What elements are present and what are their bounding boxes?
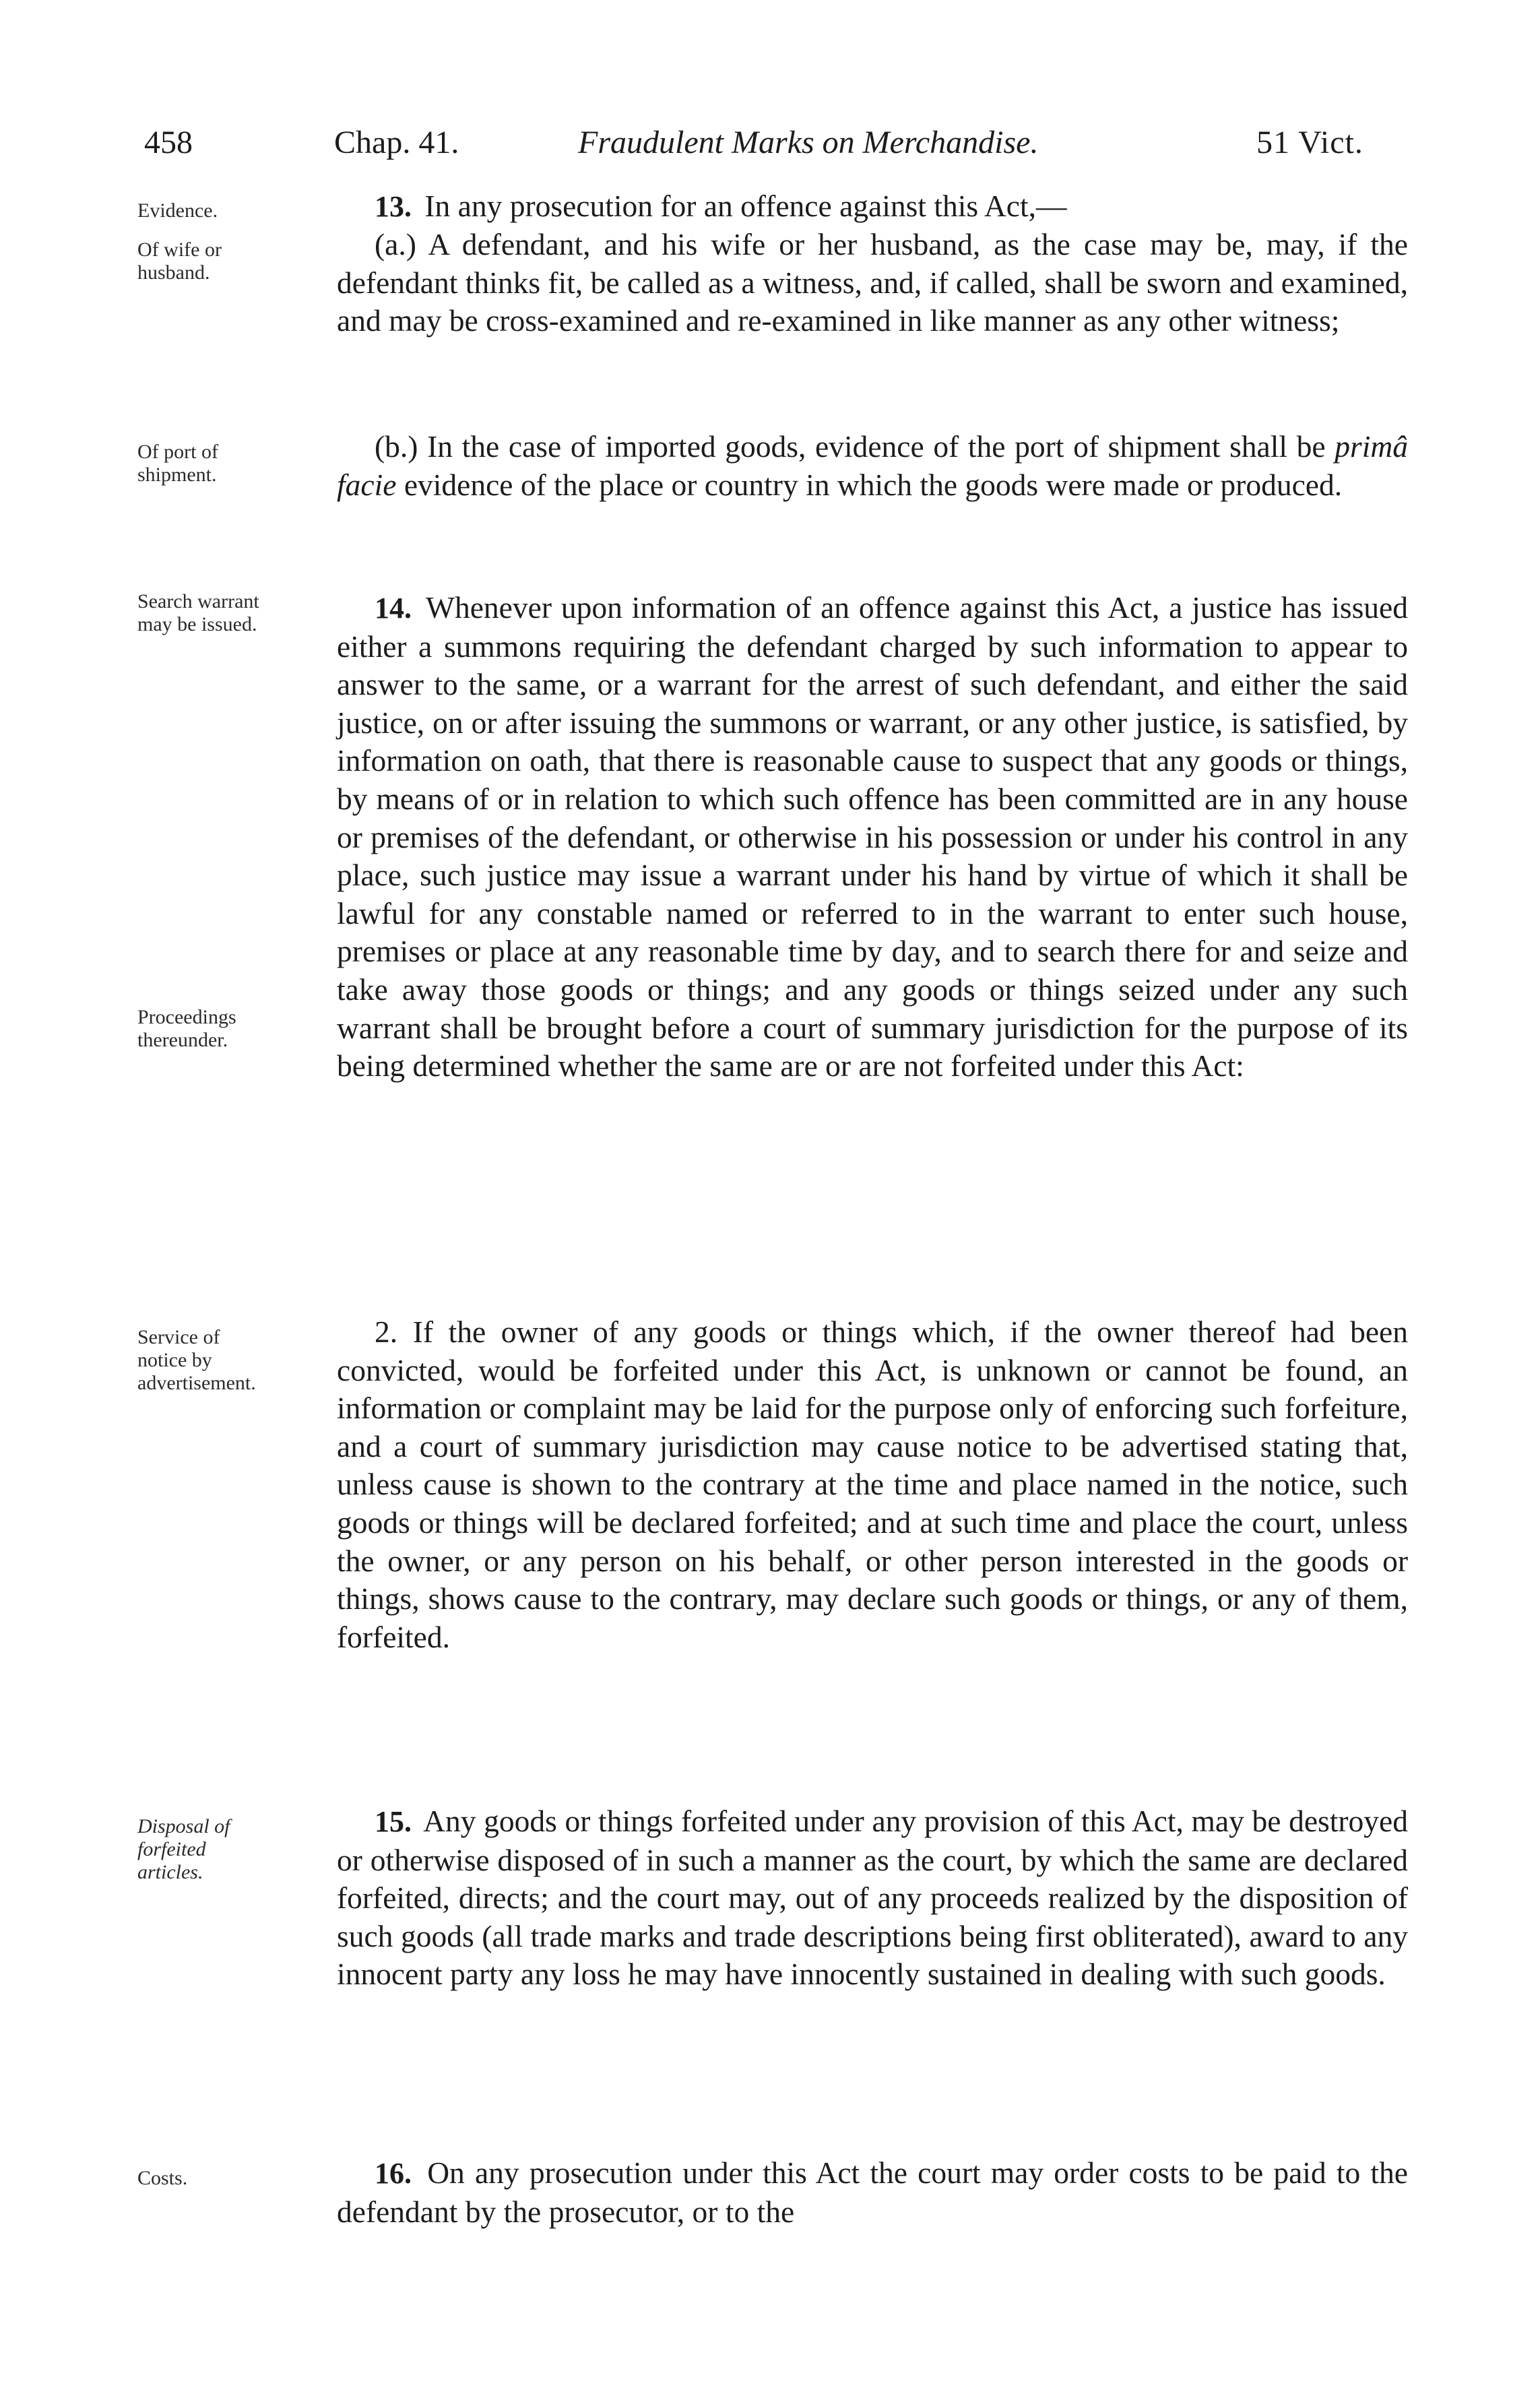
margin-note-wife-husband: Of wife or husband.	[137, 239, 222, 284]
margin-note-proceedings: Proceedings thereunder.	[137, 1006, 236, 1051]
section-13-intro	[337, 187, 1408, 226]
running-header	[0, 116, 1540, 170]
section-number: 14.	[375, 592, 412, 625]
clause-italic-term: primâ facie	[337, 429, 1409, 502]
section-15	[337, 1802, 1408, 1994]
margin-note-evidence: Evidence.	[137, 199, 218, 222]
section-13-clause-a	[337, 226, 1408, 340]
section-text: In any prosecution for an offence against this Act,—	[424, 189, 1067, 223]
margin-note-search-warrant: Search warrant may be issued.	[137, 590, 259, 635]
margin-note-service-notice: Service of notice by advertisement.	[137, 1326, 256, 1394]
section-text: Any goods or things forfeited under any provision of this Act, may be destroyed or otherwise disposed of in such a manner as the court, by which the same are declared forfeited, directs; and the court may, out of any proceeds realized by the disposition of such goods (all trade marks and trade descriptions being first obliterated), award to any innocent party any loss he may have innocently sustained in dealing with such goods.	[337, 1804, 1408, 1992]
section-number: 13.	[375, 190, 412, 223]
margin-note-disposal: Disposal of forfeited articles.	[137, 1815, 230, 1883]
section-text: On any prosecution under this Act the court may order costs to be paid to the defendant by the prosecutor, or to the	[337, 2155, 1409, 2229]
section-text: Whenever upon information of an offence against this Act, a justice has issued either a summons requiring the defendant charged by such information to appear to answer to the same, or a warrant for the arrest of such defendant, and either the said justice, on or after issuing the summons or warrant, or any other justice, is satisfied, by information on oath, that there is reasonable cause to suspect that any goods or things, by means of or in relation to which such offence has been committed are in any house or premises of the defendant, or otherwise in his possession or under his control in any place, such justice may issue a warrant under his hand by virtue of which it shall be lawful for any constable named or referred to in the warrant to enter such house, premises or place at any reasonable time by day, and to search there for and seize and take away those goods or things; and any goods or things seized under any such warrant shall be brought before a court of summary jurisdiction for the purpose of its being determined whether the same are or are not forfeited under this Act:	[337, 590, 1408, 1083]
clause-text: A defendant, and his wife or her husband, as the case may be, may, if the defendant thinks fit, be called as a witness, and, if called, shall be sworn and examined, and may be cross-examined and re-examined in like manner as any other witness;	[337, 227, 1408, 338]
section-14-subsection-2	[337, 1313, 1408, 1656]
margin-note-costs: Costs.	[137, 2167, 188, 2189]
section-number: 15.	[375, 1805, 412, 1838]
clause-text: In the case of imported goods, evidence of the port of shipment shall be	[427, 429, 1326, 464]
page-number: 458	[144, 125, 193, 160]
running-title: Fraudulent Marks on Merchandise.	[578, 125, 1039, 160]
clause-text: evidence of the place or country in which the goods were made or produced.	[404, 467, 1343, 502]
margin-note-port-shipment: Of port of shipment.	[137, 441, 218, 486]
section-16	[337, 2154, 1408, 2231]
section-text: 2. If the owner of any goods or things which, if the owner thereof had been convicted, would be forfeited under this Act, is unknown or cannot be found, an information or complaint may be laid for the purpose only of enforcing such forfeiture, and a court of summary jurisdiction may cause notice to be advertised stating that, unless cause is shown to the contrary at the time and place named in the notice, such goods or things will be declared forfeited; and at such time and place the court, unless the owner, or any person on his behalf, or other person interested in the goods or things, shows cause to the contrary, may declare such goods or things, or any of them, forfeited.	[337, 1315, 1408, 1654]
section-number: 16.	[375, 2157, 412, 2190]
section-14	[337, 589, 1408, 1085]
chapter-label: Chap. 41.	[334, 125, 459, 160]
regnal-year: 51 Vict.	[1256, 125, 1363, 160]
clause-label: (a.)	[375, 227, 416, 261]
clause-label: (b.)	[375, 429, 418, 464]
section-13-clause-b	[337, 428, 1408, 504]
